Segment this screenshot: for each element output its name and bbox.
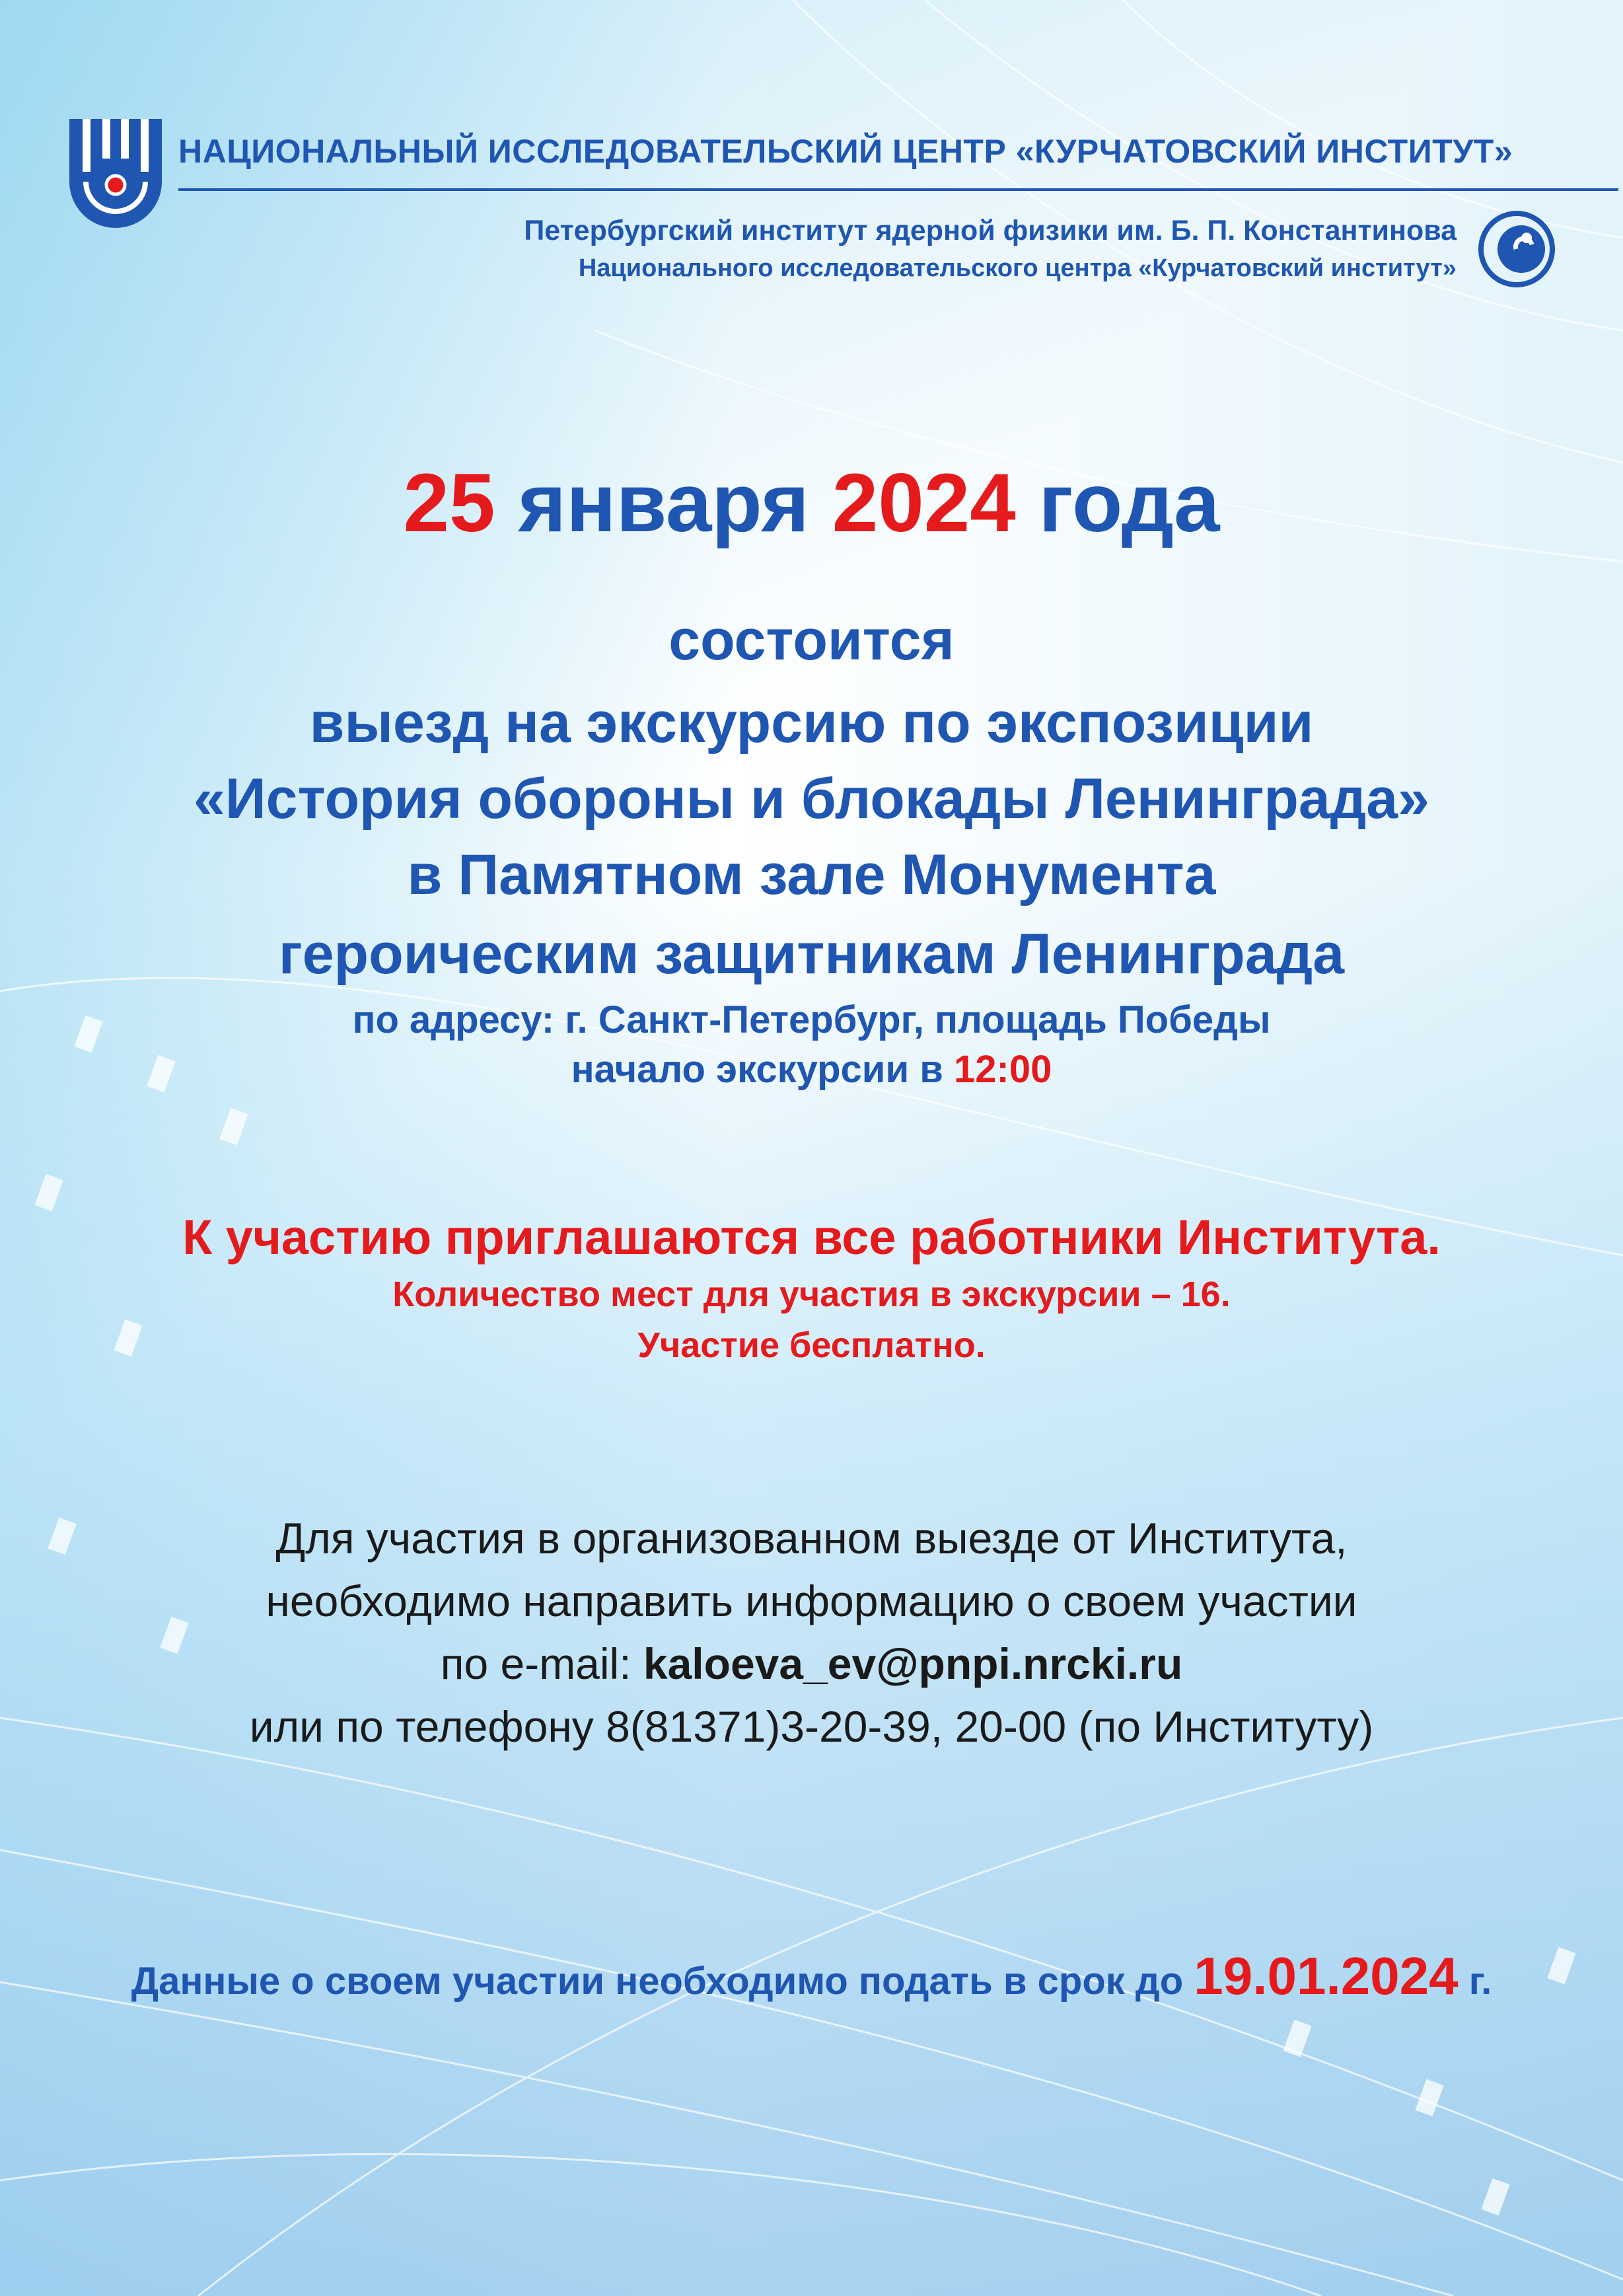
event-address: по адресу: г. Санкт-Петербург, площадь Победы — [352, 998, 1271, 1041]
header-divider — [178, 188, 1618, 191]
event-date-month: января — [495, 457, 832, 549]
deadline-prefix: Данные о своем участии необходимо подать в срок до — [131, 1960, 1194, 2003]
deadline-date: 19.01.2024 — [1194, 1946, 1459, 2005]
event-line-5: героическим защитникам Ленинграда — [278, 922, 1345, 986]
pnpi-logo-icon — [1478, 210, 1556, 288]
event-line-1: состоится — [668, 609, 955, 672]
contact-email-line — [0, 1639, 1623, 1689]
invitation-headline: К участию приглашаются все работники Института. — [182, 1210, 1441, 1265]
org-sub-subtitle: Национального исследовательского центра «Курчатовский институт» — [578, 254, 1457, 282]
event-line-2: выезд на экскурсию по экспозиции — [309, 691, 1314, 755]
deadline-line — [0, 1946, 1623, 2007]
contact-email-prefix: по e-mail: — [440, 1639, 643, 1688]
org-sub-title: Петербургский институт ядерной физики им. Б. П. Константинова — [524, 215, 1457, 246]
header — [69, 119, 1556, 291]
event-date — [0, 456, 1623, 550]
event-date-year: 2024 — [832, 457, 1016, 549]
kurchatov-logo-icon — [69, 119, 162, 235]
deadline-suffix: г. — [1458, 1960, 1492, 2003]
invitation-free: Участие бесплатно. — [637, 1325, 986, 1365]
org-main-prefix: НАЦИОНАЛЬНЫЙ ИССЛЕДОВАТЕЛЬСКИЙ ЦЕНТР — [178, 133, 1016, 170]
contact-line-2: необходимо направить информацию о своем участии — [266, 1576, 1357, 1625]
invitation-seats: Количество мест для участия в экскурсии – 16. — [392, 1275, 1231, 1314]
event-date-suffix: года — [1015, 457, 1220, 549]
event-start-prefix: начало экскурсии в — [571, 1048, 954, 1091]
org-main-title — [178, 132, 1513, 170]
event-line-4: в Памятном зале Монумента — [407, 843, 1216, 907]
event-date-day: 25 — [403, 457, 495, 549]
contact-line-1: Для участия в организованном выезде от Института, — [275, 1514, 1348, 1563]
event-line-3: «История обороны и блокады Ленинграда» — [194, 767, 1429, 831]
org-main-name: «КУРЧАТОВСКИЙ ИНСТИТУТ» — [1015, 133, 1513, 170]
event-start-time-value: 12:00 — [954, 1048, 1052, 1091]
contact-phone-line: или по телефону 8(81371)3-20-39, 20-00 (по Институту) — [249, 1702, 1374, 1751]
event-start-time — [0, 1047, 1623, 1092]
contact-email-link[interactable]: kaloeva_ev@pnpi.nrcki.ru — [643, 1639, 1183, 1688]
